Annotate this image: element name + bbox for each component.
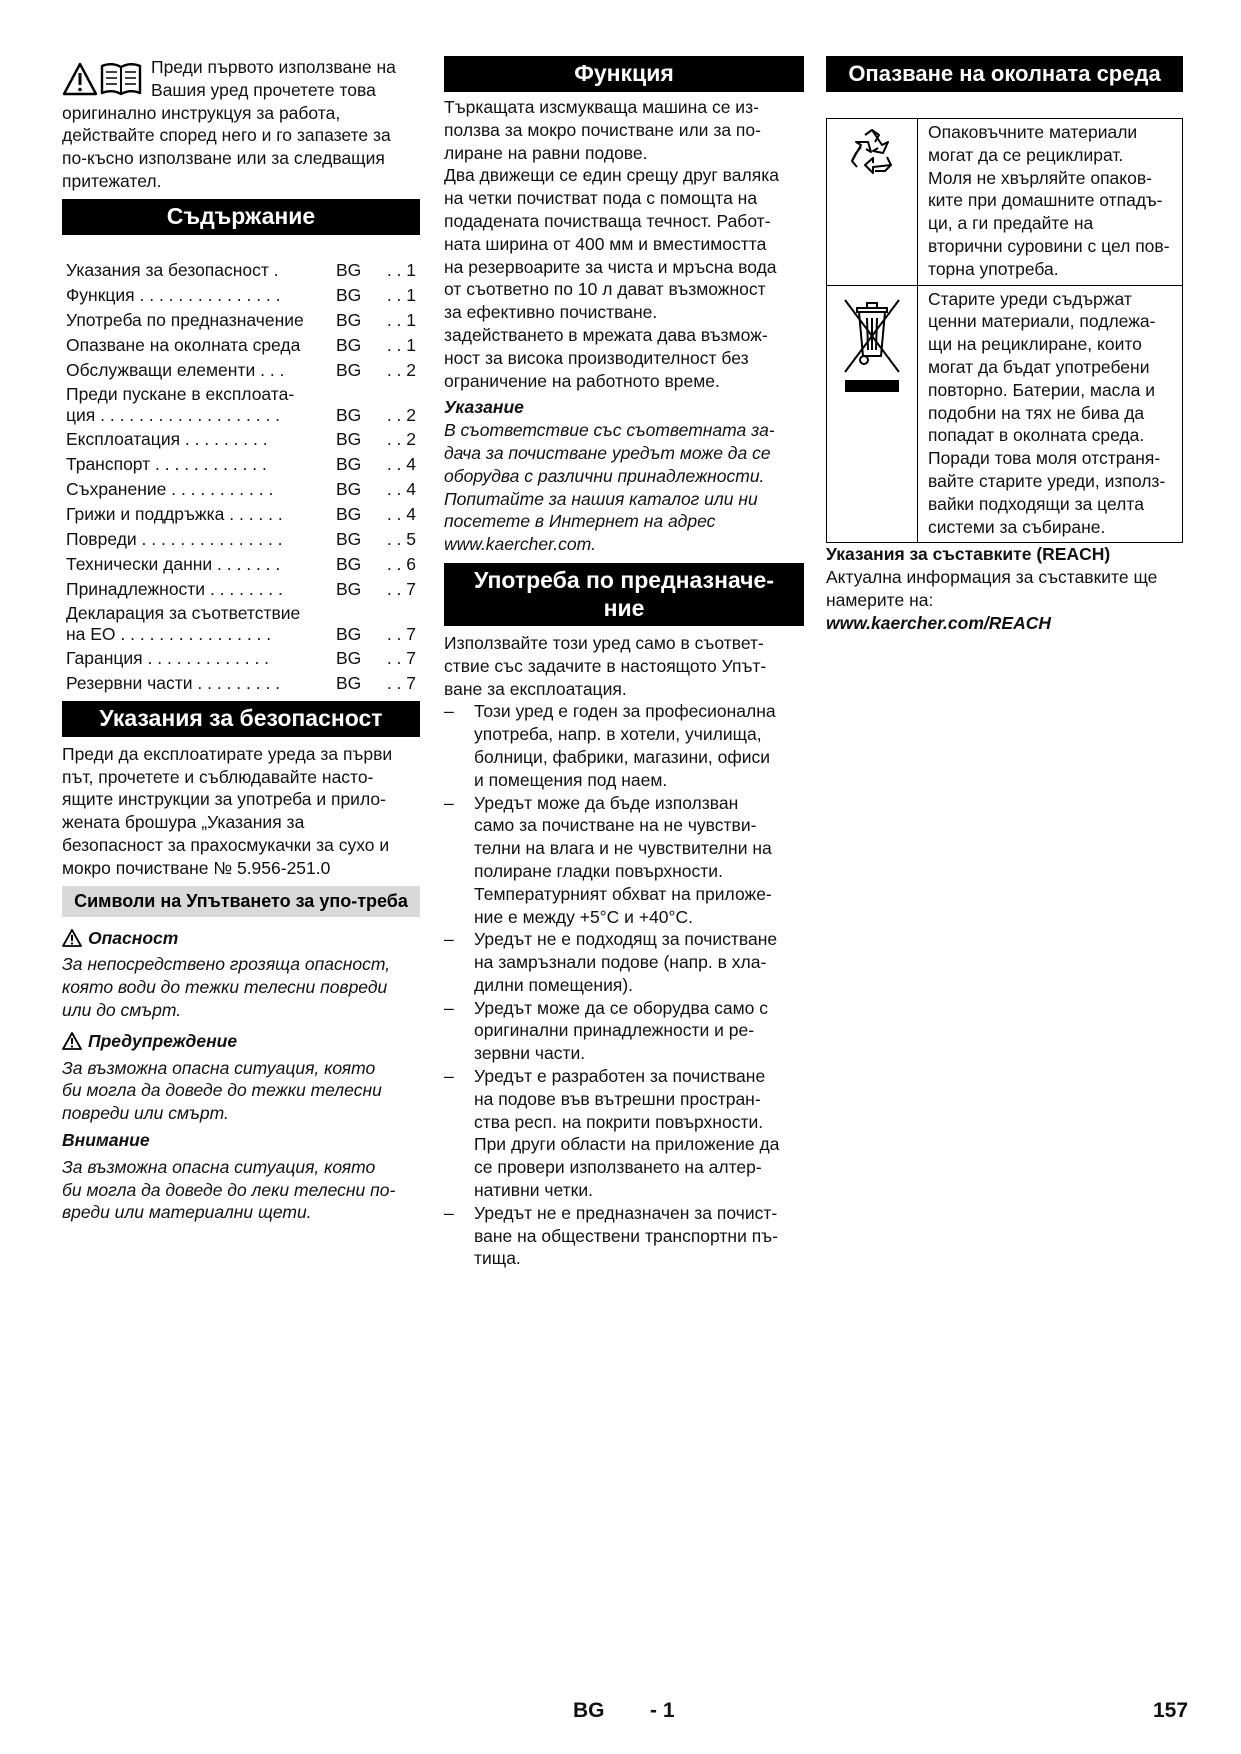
toc-entry-page: . . 4	[386, 478, 416, 499]
list-item-line: само за почистване на не чувстви-	[474, 815, 757, 836]
manual-book-icon	[102, 64, 140, 94]
toc-entry-code: BG	[336, 453, 362, 474]
warning-label-text: Предупреждение	[88, 1030, 238, 1051]
function-line: лиране на равни подове.	[444, 142, 648, 163]
intro-line: притежател.	[62, 170, 162, 191]
toc-entry[interactable]	[62, 576, 420, 601]
environment-line: Опаковъчните материали	[928, 122, 1138, 142]
function-text	[444, 96, 804, 392]
list-item-line: – Този уред е годен за професионална	[474, 701, 776, 722]
list-item-line: – Уредът не е предназначен за почист-	[474, 1202, 778, 1223]
intended-use-intro-line: Използвайте този уред само в съответ-	[444, 632, 764, 653]
list-item-line: – Уредът може да бъде използван	[474, 792, 739, 813]
toc-entry-code: BG	[336, 553, 362, 574]
environment-line: Поради това моля отстраня-	[928, 448, 1161, 469]
list-item-line: телни на влага и не чувствителни на	[474, 838, 772, 859]
function-line: на четки почистват пода с помощта на	[444, 188, 758, 209]
list-item-line: тища.	[474, 1248, 521, 1269]
toc-entry-title: Употреба по предназначение	[66, 309, 304, 330]
note-line: В съответствие със съответната за-	[444, 420, 775, 441]
toc-entry-page: . . 7	[386, 672, 416, 693]
toc-entry[interactable]	[62, 332, 420, 357]
toc-entry-page: . . 1	[386, 334, 416, 355]
note-line: посетете в Интернет на адрес	[444, 511, 716, 532]
environment-icon-cell	[827, 285, 918, 543]
environment-text-cell	[918, 285, 1183, 543]
list-item-line: се провери използването на алтер-	[474, 1157, 762, 1178]
intro-line: оригинално инструкцуя за работа,	[62, 102, 341, 123]
warning-icon	[62, 1032, 82, 1050]
note-line: дача за почистване уредът може да се	[444, 442, 771, 463]
crossed-bin-icon	[837, 294, 907, 394]
toc-entry-page: . . 1	[386, 284, 416, 305]
reach-line: Актуална информация за съставките ще	[826, 567, 1158, 588]
intended-use-intro	[444, 632, 804, 700]
toc-entry-code: BG	[336, 578, 362, 599]
recycling-icon	[847, 127, 897, 177]
environment-line: ценни материали, подлежа-	[928, 311, 1156, 332]
list-item-line: нативни четки.	[474, 1180, 593, 1201]
function-line: задействането в мрежата дава възмож-	[444, 324, 768, 345]
list-item-line: оригинални принадлежности и ре-	[474, 1020, 755, 1041]
function-line: ност за висока производителност без	[444, 347, 749, 368]
column-right	[826, 56, 1183, 635]
footer-section: - 1	[650, 1699, 675, 1722]
intro-line: Преди първото използване на	[151, 57, 396, 77]
warning-icon	[62, 929, 82, 947]
reach-heading: Указания за съставките (REACH)	[826, 544, 1111, 565]
environment-text-cell	[918, 119, 1183, 286]
note-text	[444, 419, 804, 556]
function-line: Два движещи се един срещу друг валяка	[444, 165, 779, 186]
list-item-line: – Уредът не е подходящ за почистване	[474, 929, 778, 950]
toc-entry[interactable]	[62, 501, 420, 526]
intro-line: по-късно използване или за следващия	[62, 148, 385, 169]
environment-line: могат да бъдат употребени	[928, 356, 1150, 377]
toc-entry-page: . . 4	[386, 453, 416, 474]
list-item-line: ване на обществени транспортни пъ-	[474, 1225, 778, 1246]
warning-line: би могла да доведе до тежки телесни	[62, 1080, 382, 1101]
list-item-line: на замръзнали подове (напр. в хла-	[474, 952, 767, 973]
caution-line: вреди или материални щети.	[62, 1202, 312, 1223]
environment-line: вайки подходящи за целта	[928, 493, 1144, 514]
toc-entry-page: . . 5	[386, 528, 416, 549]
environment-line: ките при домашните отпадъ-	[928, 190, 1163, 211]
toc-entry-title: Експлоатация . . . . . . . . .	[66, 428, 268, 449]
toc-entry-page: . . 4	[386, 503, 416, 524]
safety-text	[62, 743, 420, 880]
list-item-line: и помещения под наем.	[474, 769, 668, 790]
list-item	[444, 792, 804, 929]
warning-icon	[64, 64, 96, 94]
intro-block	[62, 56, 420, 193]
toc-entry-page: . . 2	[386, 359, 416, 380]
environment-line: могат да се рециклират.	[928, 144, 1124, 165]
caution-text	[62, 1156, 420, 1224]
caution-line: би могла да доведе до леки телесни по-	[62, 1179, 396, 1200]
warning-line: За възможна опасна ситуация, която	[62, 1057, 376, 1078]
list-item-line: на подове във вътрешни простран-	[474, 1088, 761, 1109]
note-line: Попитайте за нашия каталог или ни	[444, 488, 758, 509]
toc-entry-title: Указания за безопасност .	[66, 259, 279, 280]
list-item-line: ние е между +5°C и +40°C.	[474, 906, 693, 927]
toc-entry-page: . . 7	[386, 623, 416, 644]
toc-entry-page: . . 6	[386, 553, 416, 574]
intended-use-list	[444, 700, 804, 1270]
toc-entry-code: BG	[336, 284, 362, 305]
toc-entry[interactable]	[62, 645, 420, 670]
note-label: Указание	[444, 397, 524, 418]
footer-language: BG	[573, 1699, 605, 1722]
function-line: от съответно по 10 л дават възможност	[444, 279, 766, 300]
function-line: подадената почистваща течност. Работ-	[444, 210, 771, 231]
toc-entry-code: BG	[336, 503, 362, 524]
function-heading: Функция	[444, 56, 804, 92]
toc-entry[interactable]	[62, 307, 420, 332]
safety-line: мокро почистване № 5.956-251.0	[62, 857, 331, 878]
toc-entry[interactable]	[62, 670, 420, 695]
warning-label	[62, 1030, 420, 1053]
environment-line: торна употреба.	[928, 258, 1059, 279]
list-item-line: Температурният обхват на приложе-	[474, 883, 772, 904]
toc-entry-code: BG	[336, 647, 362, 668]
column-left	[62, 56, 420, 1224]
toc-entry-code: BG	[336, 259, 362, 280]
list-item	[444, 997, 804, 1065]
toc-entry-title: Съхранение . . . . . . . . . . .	[66, 478, 274, 499]
environment-table	[826, 118, 1183, 543]
toc-heading: Съдържание	[62, 199, 420, 235]
caution-label: Внимание	[62, 1129, 150, 1150]
danger-label	[62, 927, 420, 950]
function-line: за ефективно почистване.	[444, 302, 658, 323]
page-number: 157	[1153, 1699, 1189, 1722]
environment-line: вторични суровини с цел пов-	[928, 235, 1170, 256]
environment-line: системи за събиране.	[928, 516, 1106, 537]
environment-line: Старите уреди съдържат	[928, 288, 1132, 309]
toc-entry-code: BG	[336, 334, 362, 355]
function-line: ната ширина от 400 мм и вместимостта	[444, 233, 767, 254]
function-line: на резервоарите за чиста и мръсна вода	[444, 256, 777, 277]
danger-label-text: Опасност	[88, 927, 179, 948]
toc-entry-code: BG	[336, 672, 362, 693]
note-line: www.kaercher.com.	[444, 534, 597, 555]
toc-entry[interactable]	[62, 282, 420, 307]
environment-icon-cell	[827, 119, 918, 286]
list-item	[444, 700, 804, 791]
reach-line: намерите на:	[826, 589, 934, 610]
toc-entry[interactable]	[62, 551, 420, 576]
warning-text	[62, 1057, 420, 1125]
list-item	[444, 1202, 804, 1270]
intended-use-intro-line: ствие със задачите в настоящото Упът-	[444, 655, 767, 676]
environment-heading: Опазване на околната среда	[826, 56, 1183, 92]
toc-entry[interactable]	[62, 526, 420, 551]
intended-use-heading: Употреба по предназначе-ние	[444, 563, 804, 626]
environment-line: повторно. Батерии, масла и	[928, 379, 1156, 400]
list-item-line: употреба, напр. в хотели, училища,	[474, 724, 762, 745]
toc-entry-title: Функция . . . . . . . . . . . . . . .	[66, 284, 281, 305]
toc-entry[interactable]	[62, 601, 420, 645]
environment-row	[827, 119, 1183, 286]
toc-entry-page: . . 1	[386, 309, 416, 330]
environment-line: ци, а ги предайте на	[928, 213, 1094, 234]
toc-entry-title-line1: Преди пускане в експлоата-	[66, 383, 295, 404]
toc-entry-page: . . 7	[386, 647, 416, 668]
environment-line: вайте старите уреди, използ-	[928, 470, 1166, 491]
danger-text	[62, 953, 420, 1021]
toc-entry-title: Грижи и поддръжка . . . . . .	[66, 503, 283, 524]
toc-entry-page: . . 2	[386, 428, 416, 449]
warning-line: повреди или смърт.	[62, 1103, 229, 1124]
environment-line: попадат в околната среда.	[928, 425, 1145, 446]
toc-entry[interactable]	[62, 257, 420, 282]
list-item-line: зервни части.	[474, 1043, 586, 1064]
danger-line: която води до тежки телесни повреди	[62, 977, 388, 998]
list-item-line: При други области на приложение да	[474, 1134, 780, 1155]
intro-line: действайте според него и го запазете за	[62, 125, 391, 146]
toc-entry-title: Технически данни . . . . . . .	[66, 553, 281, 574]
toc-entry[interactable]	[62, 382, 420, 426]
toc-entry-code: BG	[336, 359, 362, 380]
toc-entry-title: Транспорт . . . . . . . . . . . .	[66, 453, 267, 474]
toc-entry-title: Принадлежности . . . . . . . .	[66, 578, 283, 599]
reach-link[interactable]: www.kaercher.com/REACH	[826, 612, 1051, 633]
toc-entry-title: Обслужващи елементи . . .	[66, 359, 285, 380]
toc-entry-code: BG	[336, 478, 362, 499]
toc-entry-code: BG	[336, 428, 362, 449]
intended-use-intro-line: ване за експлоатация.	[444, 678, 627, 699]
toc-entry-page: . . 1	[386, 259, 416, 280]
environment-line: щи на рециклиране, които	[928, 334, 1142, 355]
toc-entry-code: BG	[336, 528, 362, 549]
toc-entry[interactable]	[62, 357, 420, 382]
toc-entry[interactable]	[62, 451, 420, 476]
toc-entry-title	[62, 382, 336, 426]
list-item-line: – Уредът е разработен за почистване	[474, 1066, 766, 1087]
toc-entry-code: BG	[336, 404, 362, 425]
function-line: Търкащата изсмукваща машина се из-	[444, 97, 759, 117]
environment-line: подобни на тях не бива да	[928, 402, 1145, 423]
toc-entry-title-line1: Декларация за съответствие	[66, 602, 301, 623]
safety-line: път, прочетете и съблюдавайте насто-	[62, 766, 374, 787]
safety-line: Преди да експлоатирате уреда за първи	[62, 743, 393, 764]
column-middle	[444, 56, 804, 1270]
note-line: оборудва с различни принадлежности.	[444, 465, 765, 486]
toc-entry-title-line2: на ЕО . . . . . . . . . . . . . . . .	[66, 623, 272, 644]
list-item-line: полиране гладки повърхности.	[474, 860, 723, 881]
function-line: ползва за мокро почистване или за по-	[444, 119, 761, 140]
list-item-line: болници, фабрики, магазини, офиси	[474, 746, 771, 767]
list-item	[444, 928, 804, 996]
safety-line: жената брошура „Указания за	[62, 812, 305, 833]
environment-row	[827, 285, 1183, 543]
list-item-line: – Уредът може да се оборудва само с	[474, 997, 769, 1018]
list-item-line: ства респ. на покрити повърхности.	[474, 1111, 764, 1132]
danger-line: За непосредствено грозяща опасност,	[62, 954, 391, 975]
toc-entry-title	[62, 601, 336, 645]
toc-entry[interactable]	[62, 426, 420, 451]
table-of-contents	[62, 257, 420, 695]
function-line: ограничение на работното време.	[444, 370, 720, 391]
symbols-subheading: Символи на Упътването за упо-треба	[62, 886, 420, 917]
environment-line: Моля не хвърляйте опаков-	[928, 167, 1152, 188]
safety-heading: Указания за безопасност	[62, 701, 420, 737]
toc-entry-page: . . 2	[386, 404, 416, 425]
list-item-line: дилни помещения).	[474, 974, 634, 995]
toc-entry-title: Гаранция . . . . . . . . . . . . .	[66, 647, 270, 668]
warning-manual-icons	[62, 60, 144, 96]
toc-entry-code: BG	[336, 309, 362, 330]
caution-line: За възможна опасна ситуация, която	[62, 1156, 376, 1177]
toc-entry-title-line2: ция . . . . . . . . . . . . . . . . . . .	[66, 404, 281, 425]
safety-line: ящите инструкции за употреба и прило-	[62, 789, 386, 810]
toc-entry-page: . . 7	[386, 578, 416, 599]
toc-entry-code: BG	[336, 623, 362, 644]
toc-entry[interactable]	[62, 476, 420, 501]
danger-line: или до смърт.	[62, 999, 182, 1020]
intro-line: Вашия уред прочетете това	[151, 79, 376, 100]
safety-line: безопасност за прахосмукачки за сухо и	[62, 834, 390, 855]
toc-entry-title: Повреди . . . . . . . . . . . . . . .	[66, 528, 283, 549]
list-item	[444, 1065, 804, 1202]
toc-entry-title: Опазване на околната среда	[66, 334, 301, 355]
toc-entry-title: Резервни части . . . . . . . . .	[66, 672, 281, 693]
